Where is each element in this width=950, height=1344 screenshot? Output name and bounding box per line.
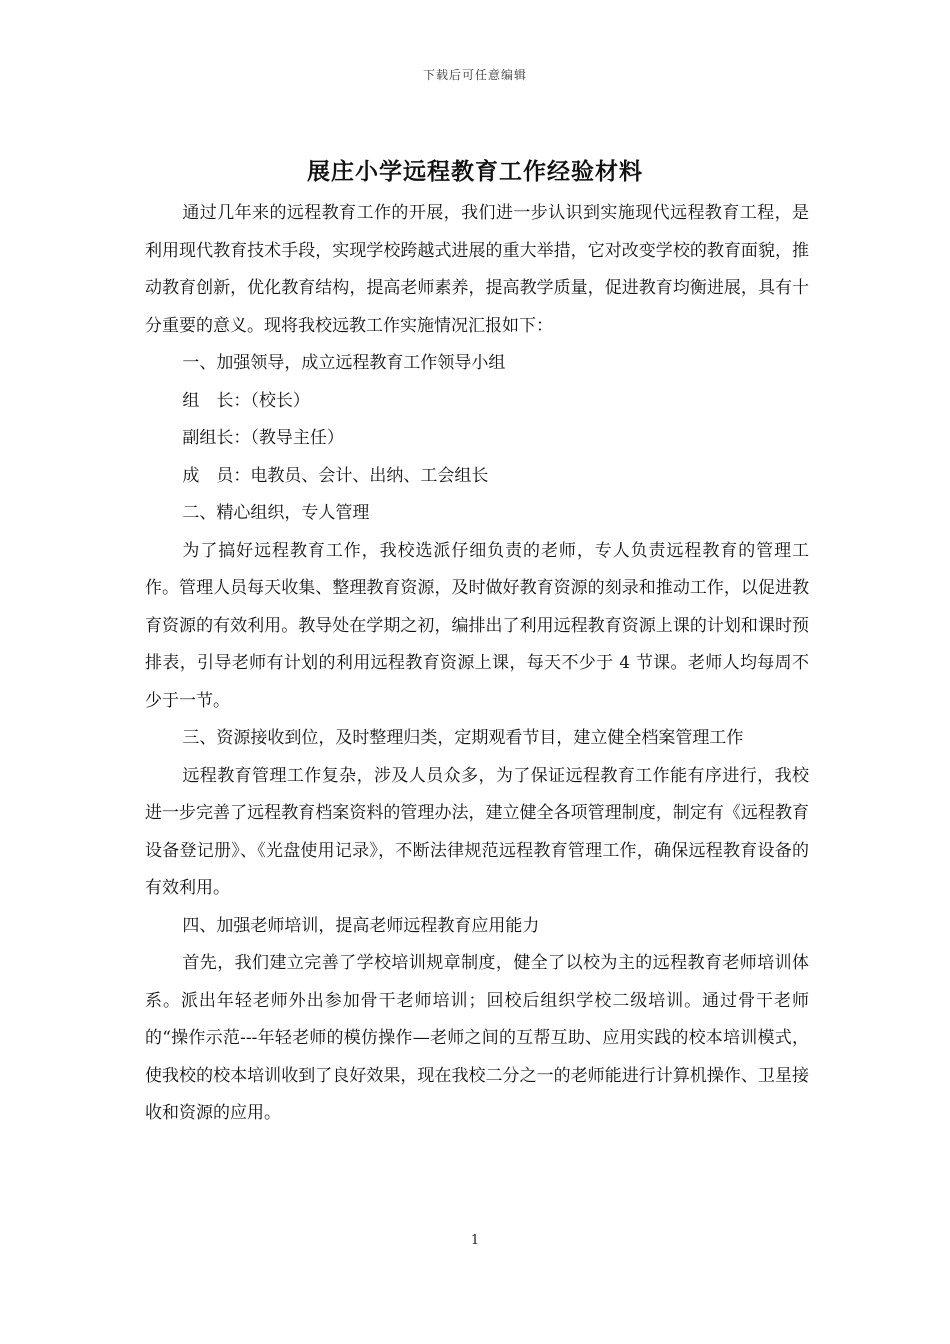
intro-paragraph: 通过几年来的远程教育工作的开展，我们进一步认识到实施现代远程教育工程，是利用现代教育技术手段，实现学校跨越式进展的重大举措，它对改变学校的教育面貌，推动教育创新，优化教育结构，提高老师素养，提高教学质量，促进教育均衡进展，具有十分重要的意义。现将我校远教工作实施情况汇报如下： xyxy=(145,203,809,336)
deputy-leader-line: 副组长：（教导主任） xyxy=(182,428,344,448)
section-heading-4: 四、加强老师培训，提高老师远程教育应用能力 xyxy=(182,915,540,936)
section-3-paragraph: 远程教育管理工作复杂，涉及人员众多，为了保证远程教育工作能有序进行，我校进一步完善了远程教育档案资料的管理办法，建立健全各项管理制度，制定有《远程教育设备登记册》、《光盘使用记录》，不断法律规范远程教育管理工作，确保远程教育设备的有效利用。 xyxy=(145,765,809,898)
download-note: 下载后可任意编辑 xyxy=(422,68,527,82)
section-4-paragraph: 首先，我们建立完善了学校培训规章制度，健全了以校为主的远程教育老师培训体系。派出年轻老师外出参加骨干老师培训；回校后组织学校二级培训。通过骨干老师的“操作示范---年轻老师的模仿操作—老师之间的互帮互助、应用实践的校本培训模式，使我校的校本培训收到了良好效果，现在我校二分之一的老师能进行计算机操作、卫星接收和资源的应用。 xyxy=(145,953,809,1123)
document-body xyxy=(145,195,809,1133)
section-2-paragraph: 为了搞好远程教育工作，我校选派仔细负责的老师，专人负责远程教育的管理工作。管理人员每天收集、整理教育资源，及时做好教育资源的刻录和推动工作，以促进教育资源的有效利用。教导处在学期之初，编排出了利用远程教育资源上课的计划和课时预排表，引导老师有计划的利用远程教育资源上课，每天不少于 4 节课。老师人均每周不少于一节。 xyxy=(145,540,809,711)
section-heading-2: 二、精心组织，专人管理 xyxy=(182,503,370,523)
page-number: 1 xyxy=(470,1233,480,1248)
group-leader-line: 组 长：（校长） xyxy=(182,390,310,411)
members-line: 成 员：电教员、会计、出纳、工会组长 xyxy=(182,465,489,486)
document-title: 展庄小学远程教育工作经验材料 xyxy=(307,158,643,185)
section-heading-3: 三、资源接收到位，及时整理归类，定期观看节目，建立健全档案管理工作 xyxy=(182,728,744,748)
section-heading-1: 一、加强领导，成立远程教育工作领导小组 xyxy=(182,353,506,373)
